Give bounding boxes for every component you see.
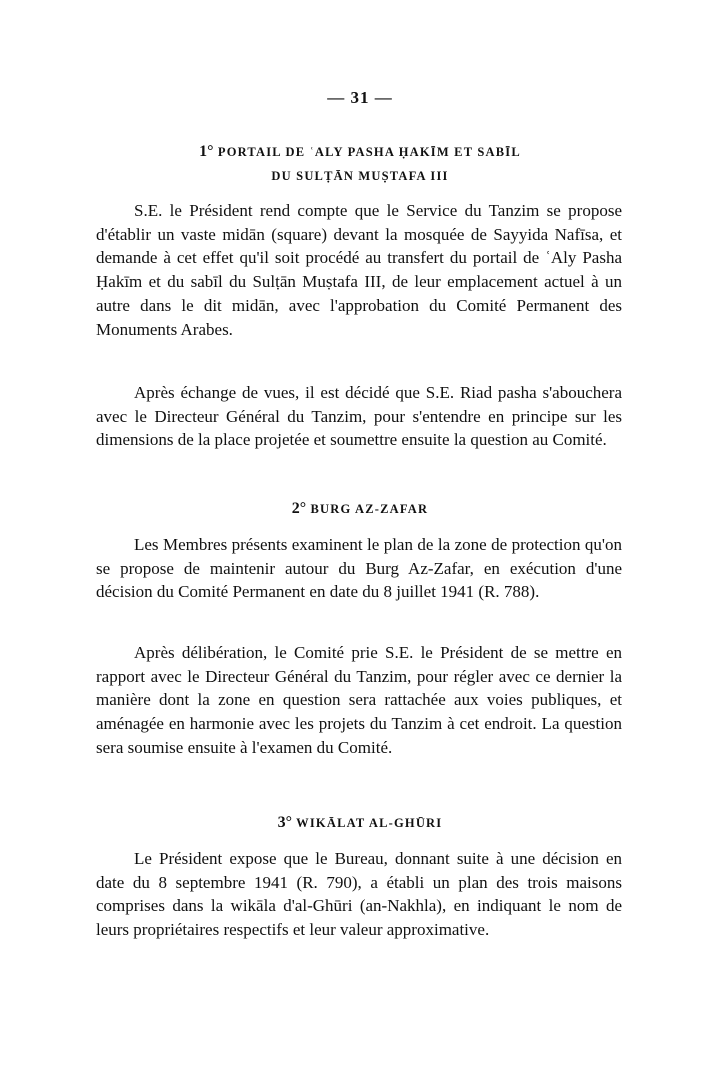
- section-number: 1°: [199, 143, 214, 160]
- section-number: 3°: [277, 814, 293, 831]
- paragraph: Après échange de vues, il est décidé que S.E. Riad pasha s'abouchera avec le Directeur Général du Tanzim, pour s'entendre en principe sur les dimensions de la place projetée et soumettre ensuite la question au Comité.: [96, 383, 622, 450]
- paragraph: Les Membres présents examinent le plan de la zone de protection qu'on se propose de maintenir autour du Burg Az-Zafar, en exécution d'une décision du Comité Permanent en date du 8 juillet 1941 (R. 788).: [96, 535, 622, 602]
- section-heading-1-line2: [0, 164, 720, 188]
- paragraph: Après délibération, le Comité prie S.E. le Président de se mettre en rapport avec le Directeur Général du Tanzim, pour régler avec ce dernier la manière dont la zone en question sera rattachée aux voies publiques, et aménagée en harmonie avec les projets du Tanzim à cet endroit. La question sera soumise ensuite à l'examen du Comité.: [96, 643, 622, 757]
- section-heading-1: [0, 140, 720, 164]
- section-heading-2: [0, 497, 720, 521]
- section-title-line: BURG AZ-ZAFAR: [310, 502, 429, 516]
- section-title-line: DU SULṬĀN MUṢTAFA III: [271, 169, 449, 183]
- paragraph: S.E. le Président rend compte que le Service du Tanzim se propose d'établir un vaste midān (square) devant la mosquée de Sayyida Nafīsa, et demande à cet effet qu'il soit procédé au transfert du portail de ʿAly Pasha Ḥakīm et du sabīl du Sulṭān Muṣtafa III, de leur emplacement actuel à un autre dans le dit midān, avec l'approbation du Comité Permanent des Monuments Arabes.: [96, 201, 622, 339]
- section-title-line: WIKĀLAT AL-GHŪRI: [296, 816, 443, 830]
- section-heading-3: [0, 811, 720, 835]
- paragraph: Le Président expose que le Bureau, donnant suite à une décision en date du 8 septembre 1941 (R. 790), a établi un plan des trois maisons comprises dans la wikāla d'al-Ghūri (an-Nakhla), en indiquant le nom de leurs propriétaires respectifs et leur valeur approximative.: [96, 849, 622, 940]
- page-number: — 31 —: [327, 88, 393, 107]
- section-number: 2°: [291, 500, 307, 517]
- section-title-line: PORTAIL DE ʿALY PASHA ḤAKĪM ET SABĪL: [217, 145, 521, 159]
